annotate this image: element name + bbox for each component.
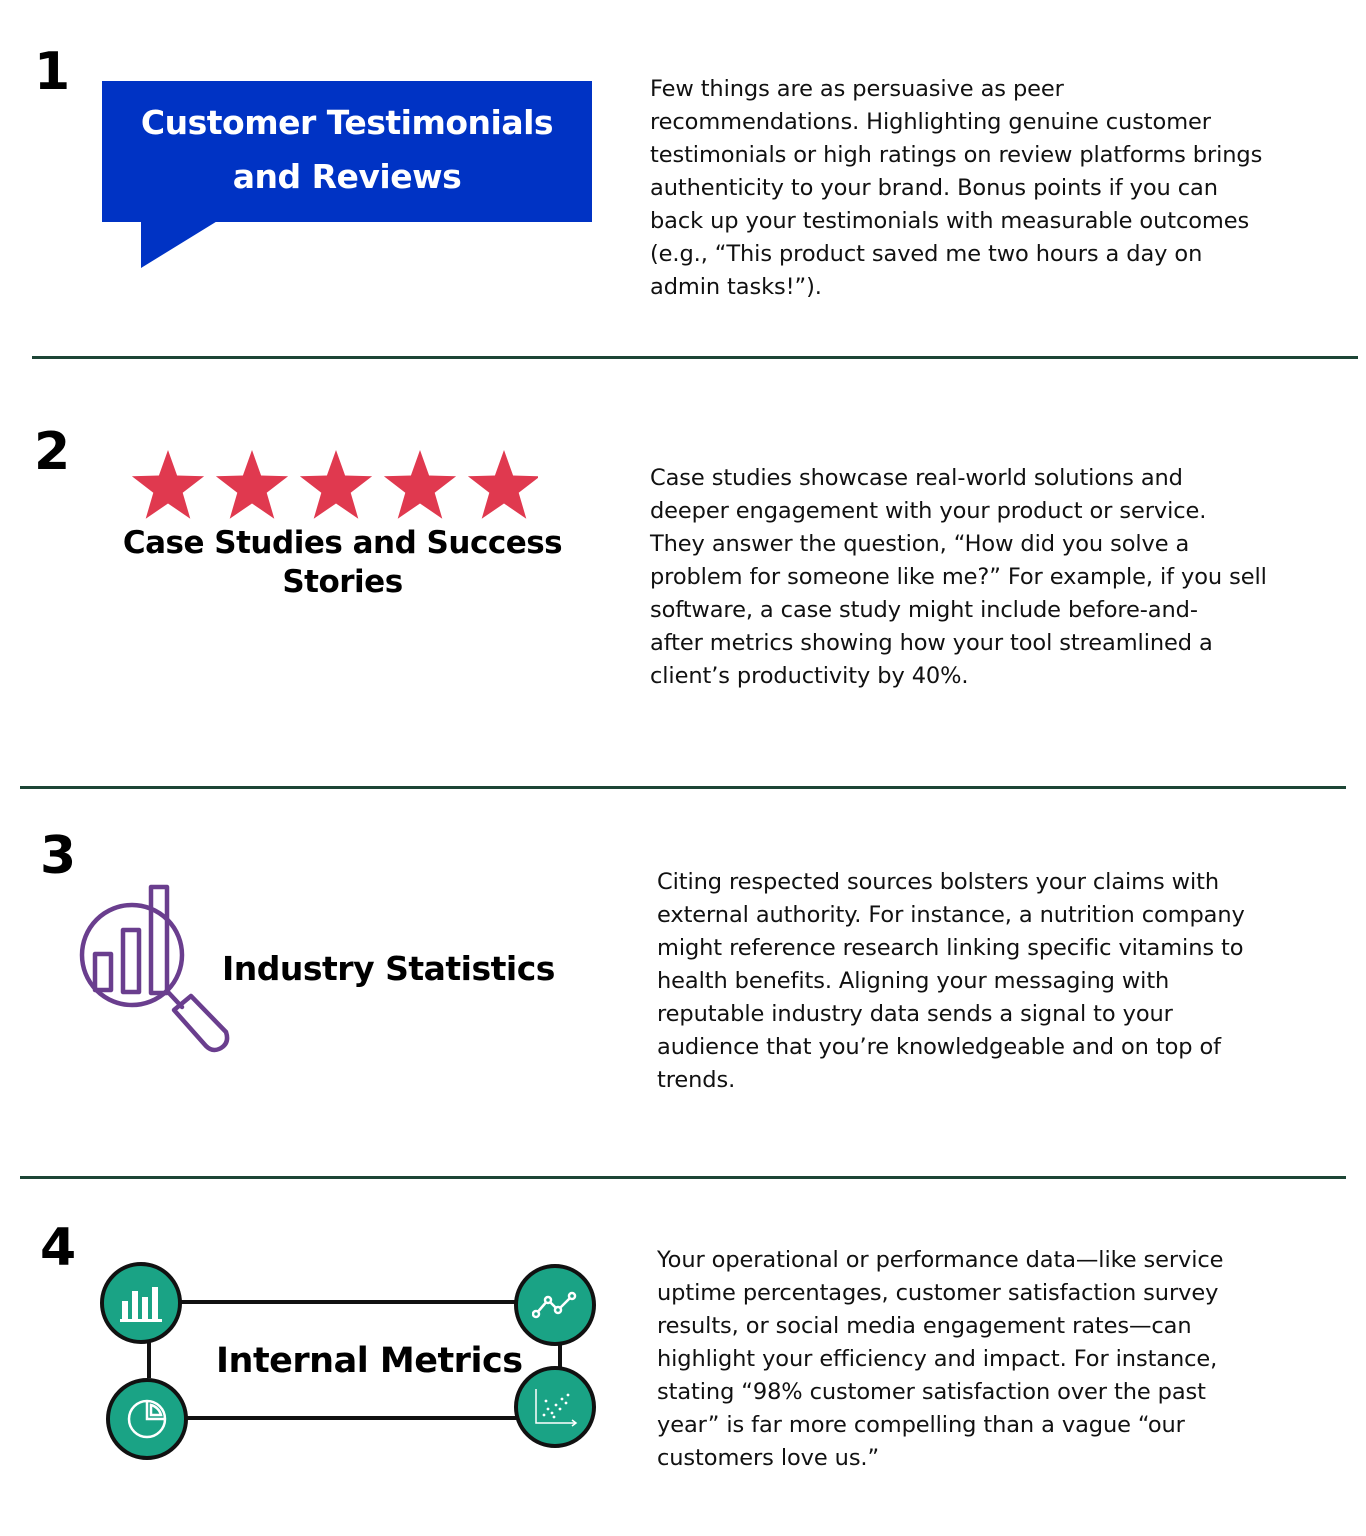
section-4-body: Your operational or performance data—like service uptime percentages, customer satisfaction survey results, or social media engagement rates—can highlight your efficiency and impact. For instance, stating “98% customer satisfaction over the past year” is far more compelling than a vague “our customers love us.” — [657, 1247, 1224, 1471]
star-icon — [300, 450, 372, 519]
section-2-number: 2 — [34, 422, 71, 482]
section-2-body: Case studies showcase real-world solutions and deeper engagement with your product or service. They answer the question, “How did you solve a problem for someone like me?” For example, if you sell software, a case study might include before-and- after metrics showing how your tool streamlined a client’s productivity by 40%. — [650, 465, 1267, 689]
section-divider — [20, 1176, 1346, 1179]
section-divider — [20, 786, 1346, 789]
section-2-heading: Case Studies and Success Stories — [122, 525, 563, 600]
section-4-heading: Internal Metrics — [216, 1341, 523, 1381]
star-icon — [384, 450, 456, 519]
section-1-body: Few things are as persuasive as peer recommendations. Highlighting genuine customer testimonials or high ratings on review platforms brings authenticity to your brand. Bonus points if you can back up your testimonials with measurable outcomes (e.g., “This product saved me two hours a day on admin tasks!”). — [650, 76, 1263, 300]
section-divider — [32, 356, 1358, 359]
scatter-chart-icon — [514, 1366, 596, 1448]
line-chart-icon — [514, 1264, 596, 1346]
pie-chart-icon — [106, 1378, 188, 1460]
section-1-heading: Customer Testimonials and Reviews — [140, 103, 554, 196]
star-icon — [468, 450, 538, 519]
section-1-number: 1 — [34, 42, 71, 102]
section-4-number: 4 — [40, 1218, 77, 1278]
speech-bubble-tail — [141, 220, 221, 270]
bar-chart-icon — [100, 1262, 182, 1344]
section-3-heading: Industry Statistics — [222, 949, 555, 988]
star-icon — [132, 450, 204, 519]
magnifier-bar-chart-icon — [78, 884, 238, 1056]
section-3-body: Citing respected sources bolsters your claims with external authority. For instance, a nutrition company might reference research linking specific vitamins to health benefits. Aligning your messaging with reputable industry data sends a signal to your audience that you’re knowledgeable and on top of trends. — [657, 869, 1245, 1093]
star-icon — [216, 450, 288, 519]
section-3-number: 3 — [40, 826, 77, 886]
five-stars-icon — [128, 447, 538, 525]
